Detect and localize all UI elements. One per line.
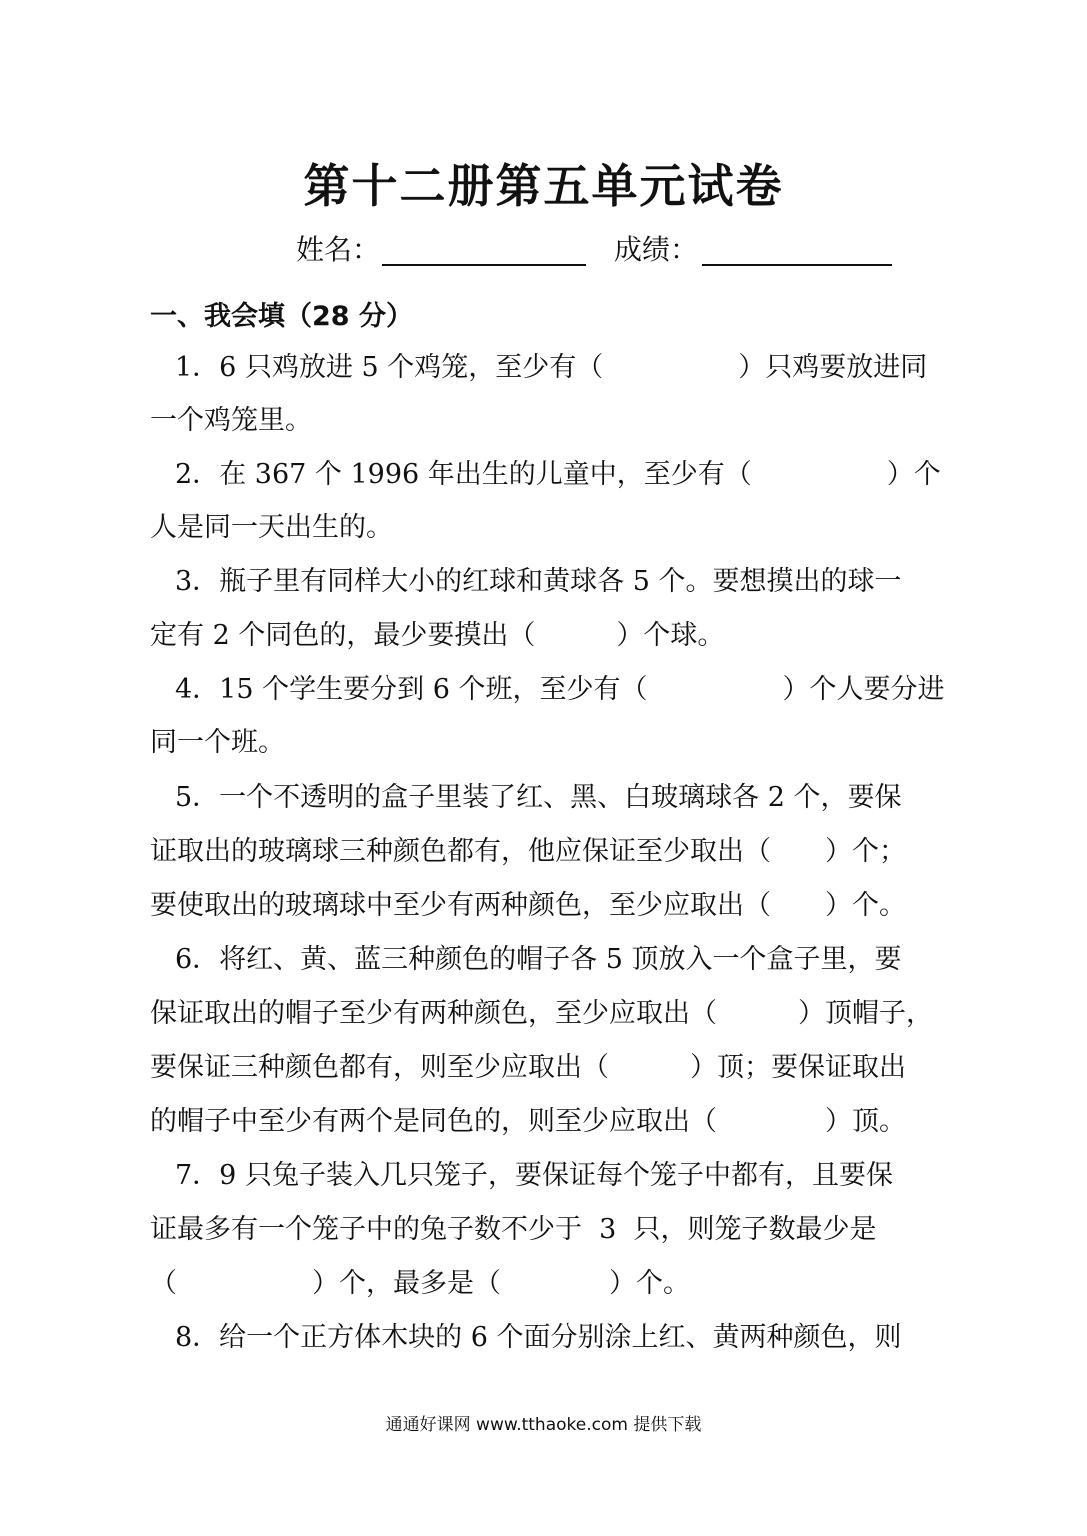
question-line: 要使取出的玻璃球中至少有两种颜色，至少应取出（ ）个。	[150, 890, 906, 921]
question-line: 3．瓶子里有同样大小的红球和黄球各 5 个。要想摸出的球一	[175, 566, 902, 597]
student-info-row	[0, 228, 1087, 268]
question-line: 同一个班。	[150, 727, 285, 758]
question-line: 的帽子中至少有两个是同色的，则至少应取出（ ）顶。	[150, 1106, 906, 1137]
question-line: 证最多有一个笼子中的兔子数不少于 3 只，则笼子数最少是	[150, 1214, 877, 1245]
question-line: 人是同一天出生的。	[150, 512, 393, 543]
name-blank	[382, 264, 586, 266]
question-line: 6．将红、黄、蓝三种颜色的帽子各 5 顶放入一个盒子里，要	[175, 944, 902, 975]
section-heading: 一、我会填（28 分）	[150, 301, 413, 332]
question-line: （ ）个，最多是（ ）个。	[150, 1268, 690, 1299]
question-line: 7．9 只兔子装入几只笼子，要保证每个笼子中都有，且要保	[175, 1160, 893, 1191]
question-line: 要保证三种颜色都有，则至少应取出（ ）顶；要保证取出	[150, 1052, 906, 1083]
question-line: 2．在 367 个 1996 年出生的儿童中，至少有（ ）个	[175, 459, 941, 490]
name-label: 姓名：	[296, 233, 381, 266]
question-line: 定有 2 个同色的，最少要摸出（ ）个球。	[150, 620, 725, 651]
page-title: 第十二册第五单元试卷	[303, 159, 784, 213]
score-label: 成绩：	[614, 233, 699, 266]
question-line: 4．15 个学生要分到 6 个班，至少有（ ）个人要分进	[175, 674, 945, 705]
footer-credit: 通通好课网 www.tthaoke.com 提供下载	[385, 1415, 702, 1435]
question-line: 证取出的玻璃球三种颜色都有，他应保证至少取出（ ）个；	[150, 836, 906, 867]
question-line: 保证取出的帽子至少有两种颜色，至少应取出（ ）顶帽子，	[150, 998, 933, 1029]
question-line: 8．给一个正方体木块的 6 个面分别涂上红、黄两种颜色，则	[175, 1322, 902, 1353]
question-line: 5．一个不透明的盒子里装了红、黑、白玻璃球各 2 个，要保	[175, 782, 902, 813]
score-blank	[702, 264, 892, 266]
question-line: 1．6 只鸡放进 5 个鸡笼，至少有（ ）只鸡要放进同	[175, 352, 928, 383]
question-line: 一个鸡笼里。	[150, 405, 312, 436]
